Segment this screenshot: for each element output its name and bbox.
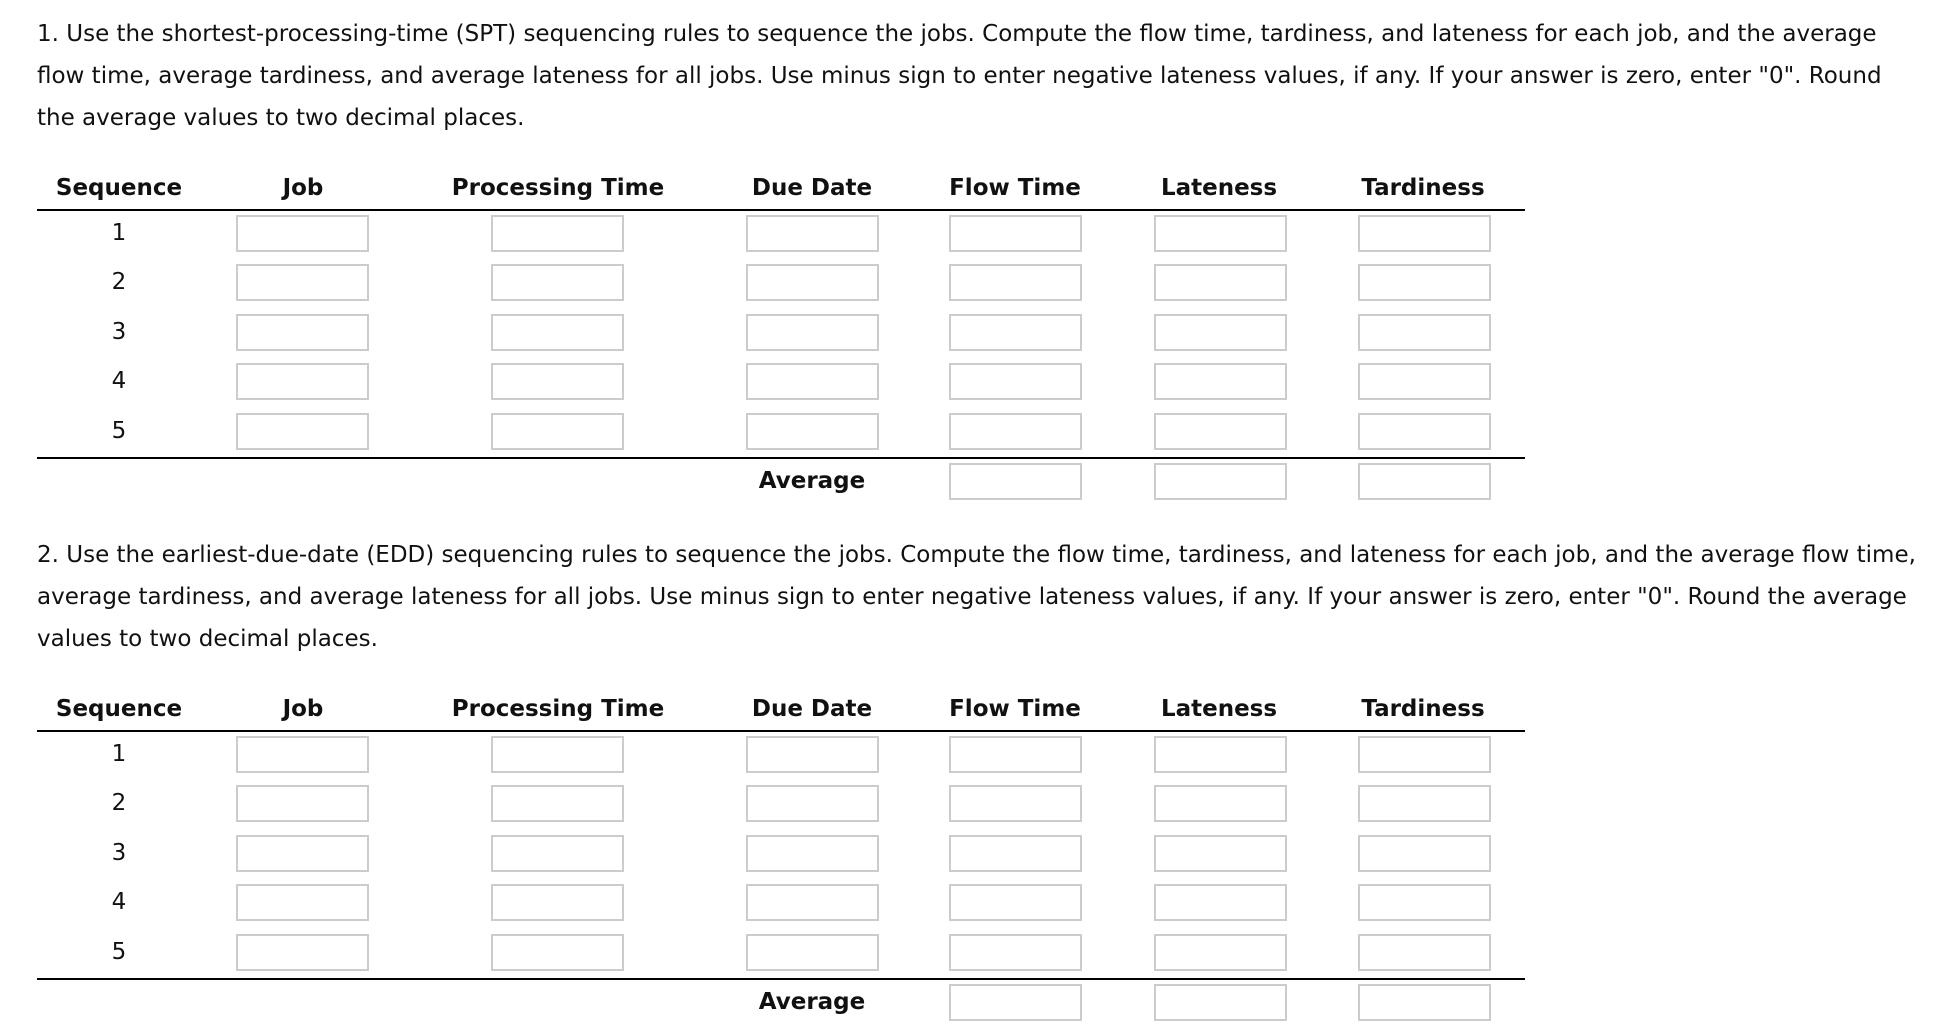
tardiness-input[interactable]: [1358, 934, 1491, 971]
processing-time-input[interactable]: [491, 264, 624, 301]
job-input[interactable]: [236, 835, 369, 872]
header-divider: [37, 730, 1525, 732]
average-lateness-input[interactable]: [1154, 463, 1287, 500]
column-header: Tardiness: [1361, 696, 1485, 722]
job-input[interactable]: [236, 363, 369, 400]
sequence-number: 4: [111, 889, 127, 915]
tardiness-input[interactable]: [1358, 264, 1491, 301]
due-date-input[interactable]: [746, 215, 879, 252]
table-bottom-divider: [37, 978, 1525, 980]
job-input[interactable]: [236, 884, 369, 921]
column-header: Job: [282, 696, 324, 722]
average-flow-time-input[interactable]: [949, 984, 1082, 1021]
sequence-number: 5: [111, 418, 127, 444]
lateness-input[interactable]: [1154, 835, 1287, 872]
processing-time-input[interactable]: [491, 363, 624, 400]
job-input[interactable]: [236, 314, 369, 351]
column-header: Sequence: [55, 696, 183, 722]
lateness-input[interactable]: [1154, 884, 1287, 921]
due-date-input[interactable]: [746, 413, 879, 450]
processing-time-input[interactable]: [491, 835, 624, 872]
tardiness-input[interactable]: [1358, 884, 1491, 921]
column-header: Job: [282, 175, 324, 201]
column-header: Tardiness: [1361, 175, 1485, 201]
processing-time-input[interactable]: [491, 736, 624, 773]
lateness-input[interactable]: [1154, 264, 1287, 301]
average-label: Average: [758, 989, 866, 1015]
processing-time-input[interactable]: [491, 215, 624, 252]
job-input[interactable]: [236, 736, 369, 773]
due-date-input[interactable]: [746, 835, 879, 872]
processing-time-input[interactable]: [491, 413, 624, 450]
average-flow-time-input[interactable]: [949, 463, 1082, 500]
spt-question-prompt: 1. Use the shortest-processing-time (SPT) sequencing rules to sequence the jobs. Compute the flow time, tardiness, and lateness for each job, and the average flow time, average tardiness, and average lateness for all jobs. Use minus sign to enter negative lateness values, if any. If your answer is zero, enter "0". Round the average values to two decimal places.: [37, 21, 1882, 131]
sequence-number: 1: [111, 220, 127, 246]
job-input[interactable]: [236, 413, 369, 450]
flow-time-input[interactable]: [949, 835, 1082, 872]
lateness-input[interactable]: [1154, 215, 1287, 252]
flow-time-input[interactable]: [949, 314, 1082, 351]
processing-time-input[interactable]: [491, 884, 624, 921]
average-label: Average: [758, 468, 866, 494]
flow-time-input[interactable]: [949, 215, 1082, 252]
column-header: Processing Time: [451, 175, 665, 201]
sequence-number: 2: [111, 790, 127, 816]
job-input[interactable]: [236, 215, 369, 252]
column-header: Flow Time: [949, 175, 1081, 201]
column-header: Processing Time: [451, 696, 665, 722]
edd-question-prompt: 2. Use the earliest-due-date (EDD) sequencing rules to sequence the jobs. Compute the flow time, tardiness, and lateness for each job, and the average flow time, average tardiness, and average lateness for all jobs. Use minus sign to enter negative lateness values, if any. If your answer is zero, enter "0". Round the average values to two decimal places.: [37, 542, 1916, 652]
tardiness-input[interactable]: [1358, 736, 1491, 773]
tardiness-input[interactable]: [1358, 785, 1491, 822]
column-header: Lateness: [1160, 696, 1278, 722]
due-date-input[interactable]: [746, 934, 879, 971]
flow-time-input[interactable]: [949, 363, 1082, 400]
flow-time-input[interactable]: [949, 884, 1082, 921]
due-date-input[interactable]: [746, 785, 879, 822]
tardiness-input[interactable]: [1358, 835, 1491, 872]
lateness-input[interactable]: [1154, 736, 1287, 773]
processing-time-input[interactable]: [491, 785, 624, 822]
processing-time-input[interactable]: [491, 934, 624, 971]
sequence-number: 3: [111, 319, 127, 345]
column-header: Sequence: [55, 175, 183, 201]
due-date-input[interactable]: [746, 736, 879, 773]
lateness-input[interactable]: [1154, 314, 1287, 351]
average-tardiness-input[interactable]: [1358, 463, 1491, 500]
flow-time-input[interactable]: [949, 413, 1082, 450]
lateness-input[interactable]: [1154, 363, 1287, 400]
job-input[interactable]: [236, 785, 369, 822]
column-header: Flow Time: [949, 696, 1081, 722]
processing-time-input[interactable]: [491, 314, 624, 351]
average-tardiness-input[interactable]: [1358, 984, 1491, 1021]
due-date-input[interactable]: [746, 884, 879, 921]
lateness-input[interactable]: [1154, 934, 1287, 971]
average-lateness-input[interactable]: [1154, 984, 1287, 1021]
flow-time-input[interactable]: [949, 736, 1082, 773]
sequence-number: 2: [111, 269, 127, 295]
flow-time-input[interactable]: [949, 785, 1082, 822]
flow-time-input[interactable]: [949, 934, 1082, 971]
tardiness-input[interactable]: [1358, 363, 1491, 400]
sequence-number: 1: [111, 741, 127, 767]
header-divider: [37, 209, 1525, 211]
tardiness-input[interactable]: [1358, 215, 1491, 252]
column-header: Due Date: [751, 696, 873, 722]
lateness-input[interactable]: [1154, 785, 1287, 822]
tardiness-input[interactable]: [1358, 413, 1491, 450]
lateness-input[interactable]: [1154, 413, 1287, 450]
column-header: Lateness: [1160, 175, 1278, 201]
tardiness-input[interactable]: [1358, 314, 1491, 351]
flow-time-input[interactable]: [949, 264, 1082, 301]
due-date-input[interactable]: [746, 363, 879, 400]
job-input[interactable]: [236, 934, 369, 971]
sequence-number: 3: [111, 840, 127, 866]
due-date-input[interactable]: [746, 264, 879, 301]
job-input[interactable]: [236, 264, 369, 301]
due-date-input[interactable]: [746, 314, 879, 351]
sequence-number: 4: [111, 368, 127, 394]
column-header: Due Date: [751, 175, 873, 201]
sequence-number: 5: [111, 939, 127, 965]
table-bottom-divider: [37, 457, 1525, 459]
